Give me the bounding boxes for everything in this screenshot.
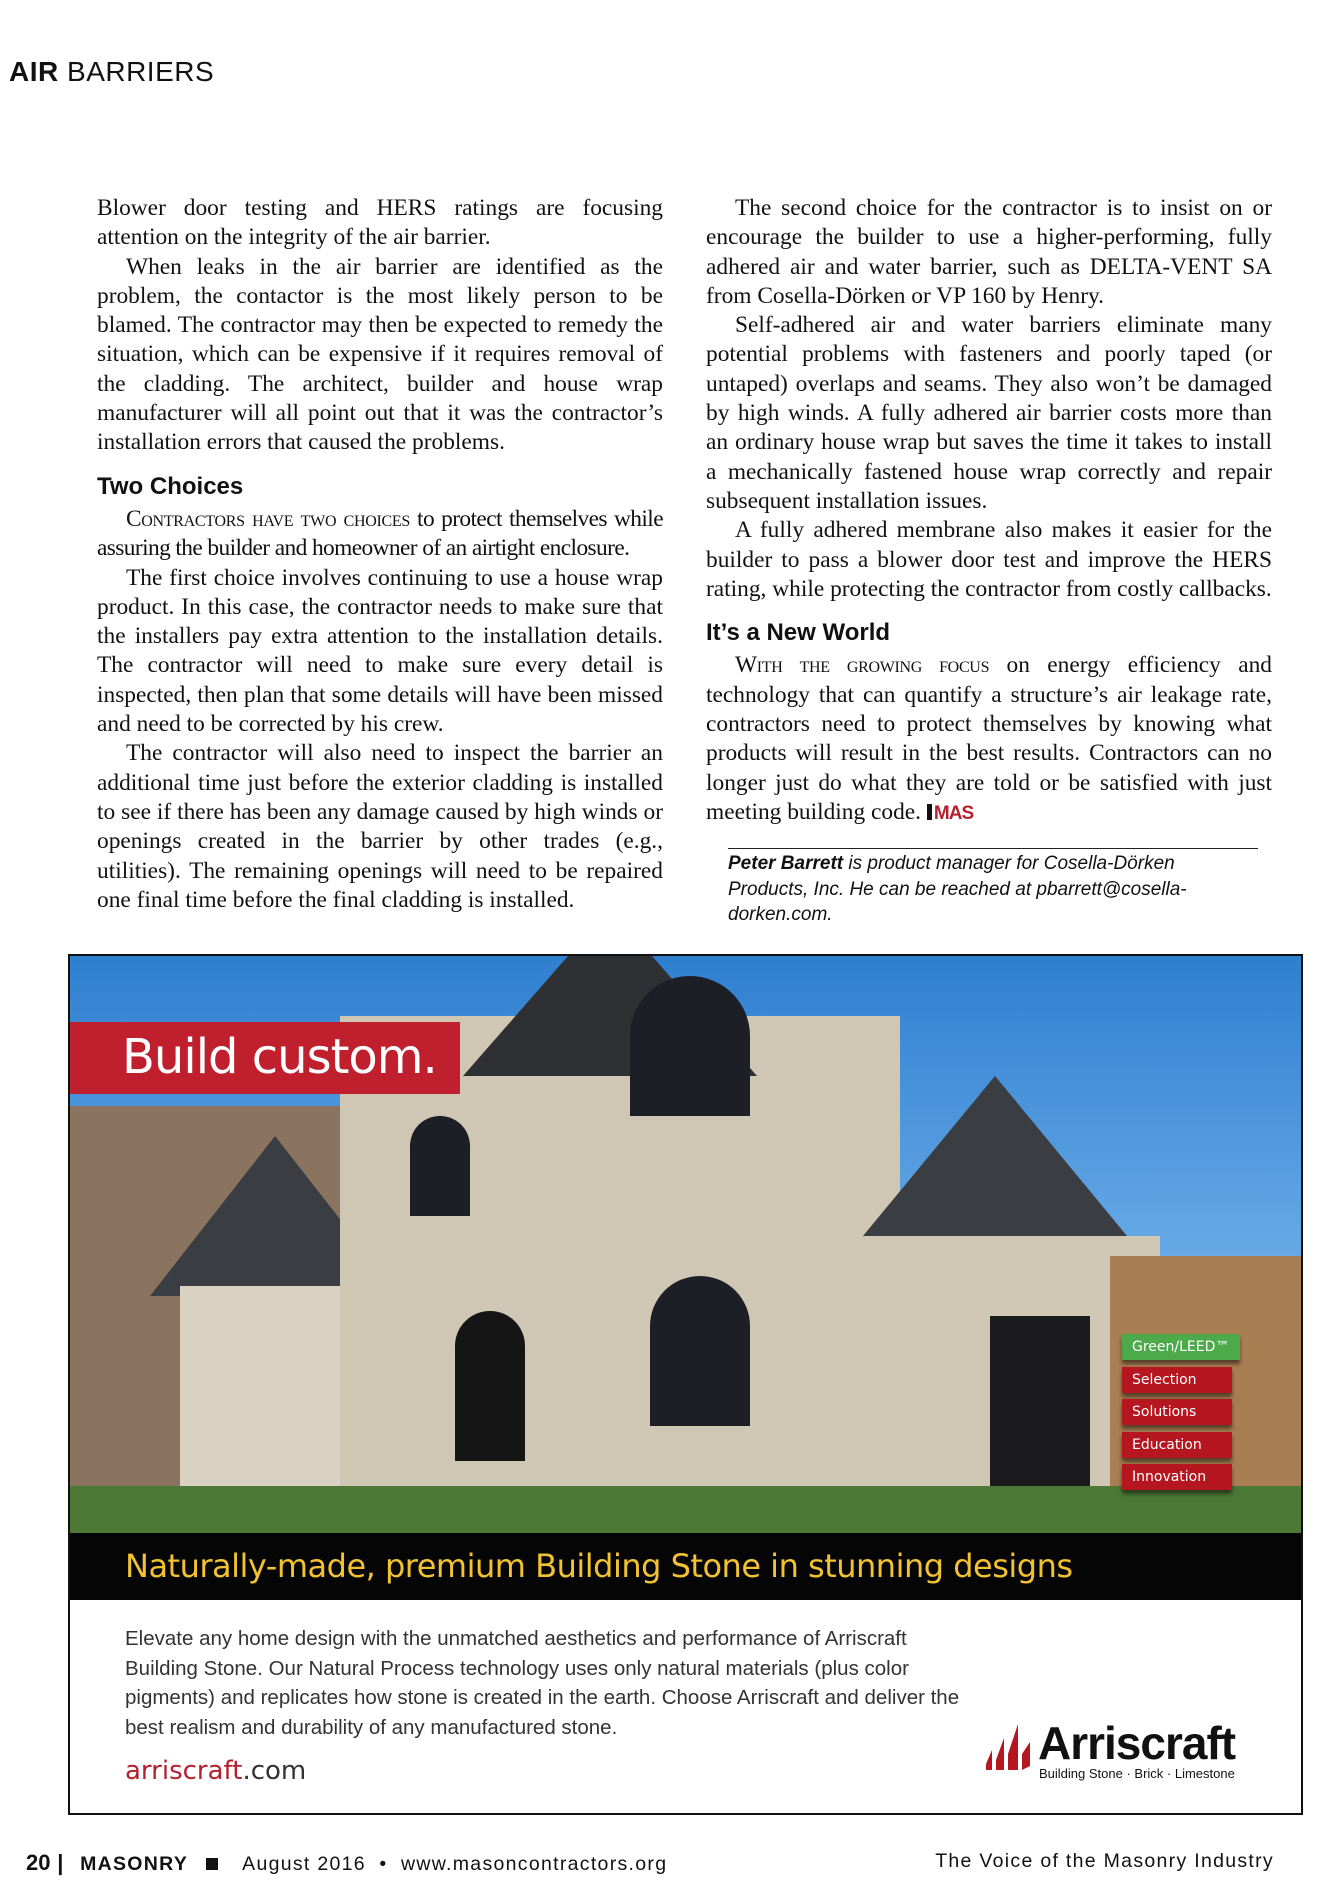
- subhead-two-choices: Two Choices: [97, 472, 244, 500]
- article-left-column: Blower door testing and HERS ratings are focusing attention on the integrity of the air barrier. When leaks in the air barrier are identified as the problem, the contactor is the most likely person to be blamed. The contractor may then be expected to remedy the situation, which can be expensive if it requires removal of the cladding. The architect, builder and house wrap manufacturer will all point out that it was the contractor’s installation errors that caused the problems. Two Choices Contractors have two choices to protect themselves while assuring the builder and homeowner of an airtight enclosure. The first choice involves continuing to use a house wrap product. In this case, the contractor needs to make sure that the installers pay extra attention to the installation details. The contractor will need to make sure every detail is inspected, then plan that some details will have been missed and need to be corrected by his crew. The contractor will also need to inspect the barrier an additional time just before the exterior cladding is installed to see if there has been any damage caused by high winds or openings created in the barrier by other trades (e.g., utilities). The remaining openings will need to be repaired one final time before the final cladding is installed.: [97, 195, 663, 913]
- website-link[interactable]: www.masoncontractors.org: [400, 1853, 668, 1875]
- article-right-column: The second choice for the contractor is to insist on or encourage the builder to use a higher-performing, fully adhered air and water barrier, such as DELTA-VENT SA from Cosella-Dörken or VP 160 by Henry. Self-adhered air and water barriers eliminate many potential problems with fasteners and poorly taped (or untaped) overlaps and seams. They also won’t be damaged by high winds. A fully adhered air barrier costs more than an ordinary house wrap but saves the time it takes to install a mechanically fastened house wrap correctly and repair subsequent installation issues. A fully adhered membrane also makes it easier for the builder to pass a blower door test and improve the HERS rating, while protecting the contractor from costly callbacks. It’s a New World With the growing focus on energy efficiency and technology that can quantify a structure’s air leakage rate, contractors need to protect themselves by knowing what products will result in the best results. Contractors can no longer just do what they are told or be satisfied with just meeting building code. MAS: [706, 195, 1272, 825]
- subhead-new-world: It’s a New World: [706, 619, 891, 647]
- ad-headline: Build custom.: [70, 1022, 460, 1094]
- author-bio: Peter Barrett is product manager for Cosella-Dörken Products, Inc. He can be reached at pbarrett@cosella-dorken.com.: [728, 848, 1258, 928]
- tag-education: Education: [1122, 1432, 1232, 1458]
- square-bullet-icon: [206, 1858, 218, 1870]
- tag-selection: Selection: [1122, 1367, 1232, 1393]
- tag-green-leed: Green/LEED™: [1122, 1334, 1240, 1360]
- ad-url-link[interactable]: arriscraft.com: [125, 1756, 307, 1786]
- ad-tagline-band: Naturally-made, premium Building Stone in stunning designs: [70, 1533, 1301, 1600]
- house-photo: [70, 956, 1301, 1533]
- arriscraft-advertisement: Build custom. Green/LEED™ Selection Solutions Education Innovation Naturally-made, premium Building Stone in stunning designs Elevate any home design with the unmatched aesthetics and performance of Arriscraft Building Stone. Our Natural Process technology uses only natural materials (plus color pigments) and replicates how stone is created in the earth. Choose Arriscraft and deliver the best realism and durability of any manufactured stone. arriscraft.com Arriscraft Building Stone · Brick · Limestone: [68, 954, 1303, 1815]
- page-footer: 20 | MASONRY August 2016 • www.masoncontractors.org The Voice of the Masonry Industry: [26, 1850, 1274, 1875]
- end-mark: MAS: [927, 803, 973, 824]
- feature-tags: [1122, 1334, 1240, 1497]
- tag-innovation: Innovation: [1122, 1464, 1232, 1490]
- logo-bars-icon: [986, 1724, 1034, 1770]
- ad-body: Elevate any home design with the unmatched aesthetics and performance of Arriscraft Building Stone. Our Natural Process technology uses only natural materials (plus color pigments) and replicates how stone is created in the earth. Choose Arriscraft and deliver the best realism and durability of any manufactured stone.: [125, 1627, 960, 1739]
- tag-solutions: Solutions: [1122, 1399, 1232, 1425]
- section-header: AIR BARRIERS: [9, 56, 215, 87]
